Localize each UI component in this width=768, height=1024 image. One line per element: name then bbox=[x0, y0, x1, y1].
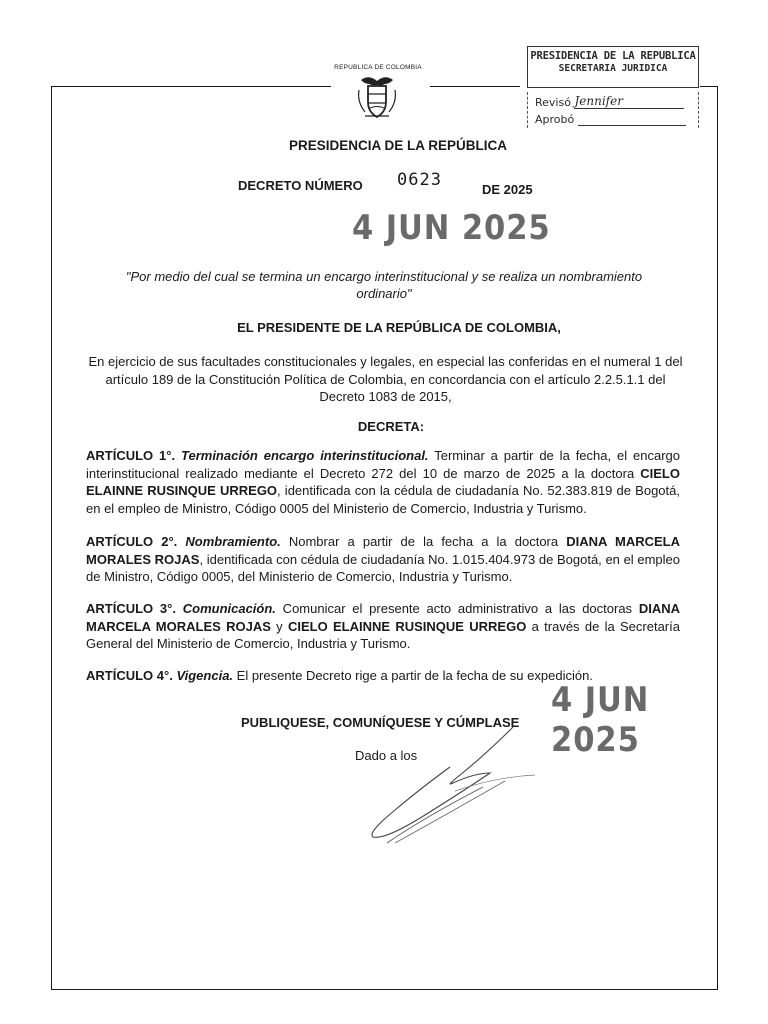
article-text: , identificada con la cédula de ciudadanía No. 52.383.819 de Bogotá, en el empleo de Ministro, Código 0005 del Ministerio de Comercio, Industria y Turismo. bbox=[86, 483, 680, 516]
reviso-label: Revisó bbox=[535, 96, 571, 109]
person-name: DIANA MARCELA MORALES ROJAS bbox=[86, 601, 680, 634]
article-text: Terminar a partir de la fecha, el encargo interinstitucional realizado mediante el Decreto 272 del 10 de marzo de 2025 a la doctora bbox=[86, 448, 681, 481]
approval-stamp bbox=[527, 46, 699, 88]
el-presidente-heading: EL PRESIDENTE DE LA REPÚBLICA DE COLOMBIA, bbox=[237, 320, 561, 335]
article-3 bbox=[86, 600, 680, 653]
epigraph: "Por medio del cual se termina un encargo interinstitucional y se realiza un nombramiento ordinario" bbox=[125, 269, 643, 301]
person-name: DIANA MARCELA MORALES ROJAS bbox=[86, 534, 680, 567]
article-label: ARTÍCULO 2°. bbox=[86, 534, 178, 549]
reviso-signature: Jennifer bbox=[574, 94, 684, 109]
reviso-row bbox=[535, 94, 684, 109]
article-text: a través de la Secretaría General del Ministerio de Comercio, Industria y Turismo. bbox=[86, 618, 680, 651]
dado-a-los-label: Dado a los bbox=[355, 748, 418, 763]
considerations-paragraph: En ejercicio de sus facultades constitucionales y legales, en especial las conferidas en el numeral 1 del artículo 189 de la Constitución Política de Colombia, en concordancia con el artículo 2.2.5.1.1 del Decreto 1083 de 2015, bbox=[88, 354, 683, 404]
signature-icon bbox=[365, 725, 535, 845]
frame-top-line bbox=[700, 86, 718, 87]
article-text: Nombrar a partir de la fecha a la doctora bbox=[280, 534, 567, 549]
article-text: y bbox=[270, 618, 288, 634]
aprobo-row bbox=[535, 113, 686, 126]
aprobo-signature-line bbox=[578, 125, 686, 126]
person-name: CIELO ELAINNE RUSINQUE URREGO bbox=[86, 465, 680, 498]
date-stamp: 4 JUN 2025 bbox=[551, 680, 650, 760]
article-title: Terminación encargo interinstitucional. bbox=[181, 448, 429, 463]
article-text: Comunicar el presente acto administrativo a las doctoras bbox=[275, 601, 639, 616]
date-stamp: 4 JUN 2025 bbox=[352, 208, 551, 248]
decreto-year: DE 2025 bbox=[482, 182, 533, 197]
stamp-title: PRESIDENCIA DE LA REPUBLICA bbox=[530, 50, 696, 62]
stamp-subtitle: SECRETARIA JURIDICA bbox=[558, 63, 668, 74]
article-title: Comunicación. bbox=[182, 601, 276, 616]
article-title: Nombramiento. bbox=[185, 534, 281, 549]
decreto-label: DECRETO NÚMERO bbox=[238, 178, 363, 193]
aprobo-label: Aprobó bbox=[535, 113, 575, 126]
article-label: ARTÍCULO 3°. bbox=[86, 601, 176, 616]
person-name: CIELO ELAINNE RUSINQUE URREGO bbox=[287, 618, 527, 634]
frame-top-line bbox=[51, 86, 331, 87]
article-2 bbox=[86, 533, 680, 586]
article-label: ARTÍCULO 4°. bbox=[86, 668, 173, 683]
article-text: , identificada con cédula de ciudadanía No. 1.015.404.973 de Bogotá, en el empleo de Ministro, Código 0005, del Ministerio de Comercio, Industria y Turismo. bbox=[86, 551, 680, 584]
article-label: ARTÍCULO 1°. bbox=[86, 448, 176, 463]
article-title: Vigencia. bbox=[176, 668, 234, 683]
decreto-number: 0623 bbox=[397, 170, 442, 190]
page-title: PRESIDENCIA DE LA REPÚBLICA bbox=[288, 138, 508, 153]
coat-of-arms-icon bbox=[355, 72, 399, 122]
article-text: El presente Decreto rige a partir de la fecha de su expedición. bbox=[233, 668, 593, 683]
republica-de-colombia-label: REPUBLICA DE COLOMBIA bbox=[334, 64, 422, 71]
decreta-heading: DECRETA: bbox=[357, 419, 425, 434]
frame-top-line bbox=[430, 86, 520, 87]
article-1 bbox=[86, 447, 680, 517]
closing-formula: PUBLIQUESE, COMUNÍQUESE Y CÚMPLASE bbox=[241, 715, 520, 730]
